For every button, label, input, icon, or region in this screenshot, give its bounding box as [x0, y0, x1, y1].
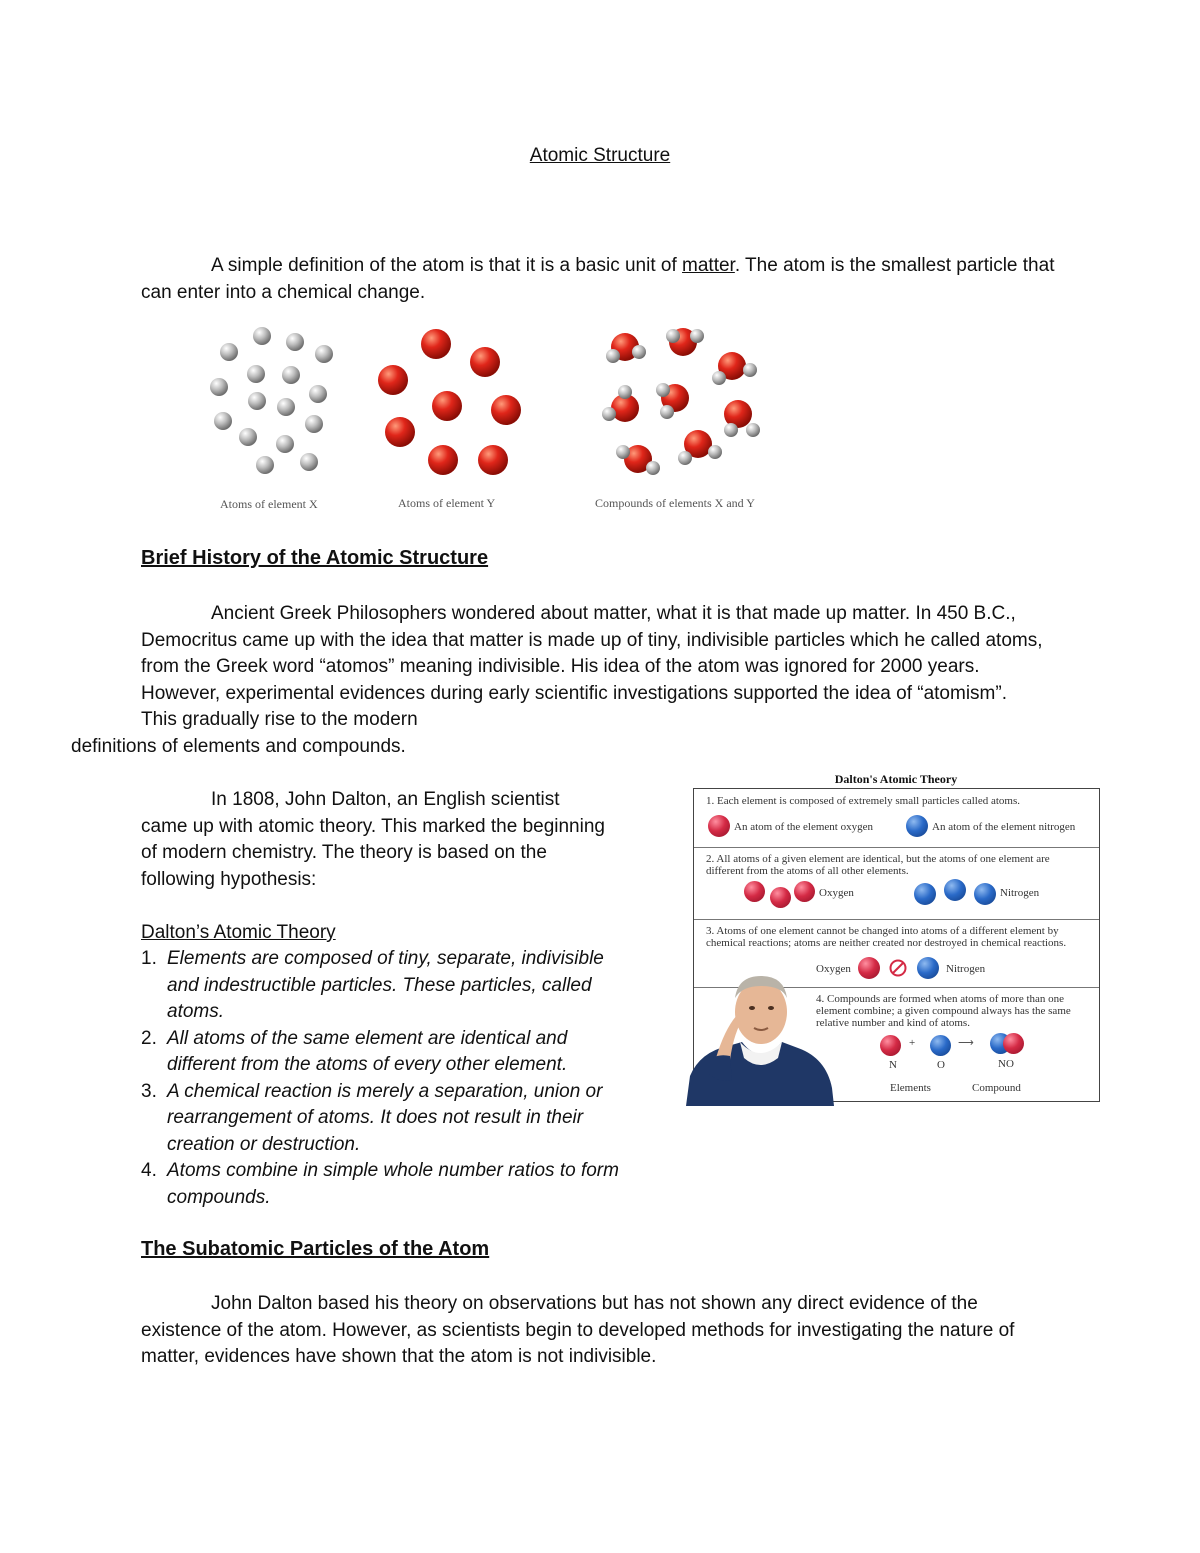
molecule-x-atom: [724, 423, 738, 437]
page-title: Atomic Structure: [529, 145, 671, 166]
nitrogen-label: Nitrogen: [1000, 887, 1040, 899]
atom-x: [247, 365, 265, 383]
nitrogen-atom-icon: [917, 957, 939, 979]
oxygen-element-icon: [930, 1035, 951, 1056]
oxygen-atom-icon: [794, 881, 815, 902]
compound-label: Compound: [972, 1082, 1021, 1094]
section-2-text: 2. All atoms of a given element are identical, but the atoms of one element are different from the atoms of all other elements.: [706, 853, 1050, 877]
atom-y: [378, 365, 408, 395]
intro-text-end: . The atom is the smallest particle that can enter into a chemical change.: [141, 255, 1055, 303]
intro-paragraph: [141, 253, 1061, 306]
theory-item: [141, 1026, 621, 1079]
dalton-figure-title: Dalton's Atomic Theory: [834, 772, 958, 786]
matter-link: matter: [682, 255, 735, 276]
dalton-section-2: [694, 847, 1099, 920]
reaction-arrow-icon: ⟶: [958, 1037, 974, 1049]
nitrogen-atom-icon: [974, 883, 996, 905]
atom-y: [432, 391, 462, 421]
atom-x: [277, 398, 295, 416]
dalton-figure: [686, 772, 1100, 1106]
molecule-x-atom: [666, 329, 680, 343]
nitrogen-atom-icon: [944, 879, 966, 901]
molecule-x-atom: [656, 383, 670, 397]
atom-x: [256, 456, 274, 474]
molecule-x-atom: [616, 445, 630, 459]
molecule-x-atom: [602, 407, 616, 421]
section-3-text: 3. Atoms of one element cannot be changed into atoms of a different element by chemical reactions; atoms are neither created nor destroyed in chemical reactions.: [706, 925, 1067, 949]
history-text-end: definitions of elements and compounds.: [71, 735, 406, 757]
theory-item-number: 2.: [141, 1027, 157, 1049]
theory-item: [141, 1079, 621, 1159]
no-compound-icon: [1003, 1033, 1024, 1054]
theory-item-text: All atoms of the same element are identical and different from the atoms of every other element.: [167, 1027, 568, 1075]
atom-x: [220, 343, 238, 361]
molecule-x-atom: [678, 451, 692, 465]
history-text: Ancient Greek Philosophers wondered about matter, what it is that made up matter. In 450 B.C., Democritus came up with the idea that matter is made up of tiny, indivisible particles which he called atoms, from the Greek word “atomos” meaning indivisible. His idea of the atom was ignored for 2000 years. However, experimental evidences during early scientific investigations supported the idea of “atomism”. This gradually rise to the modern: [141, 603, 1043, 730]
atom-y: [385, 417, 415, 447]
caption-element-y: Atoms of element Y: [398, 496, 496, 510]
molecule-x-atom: [606, 349, 620, 363]
dalton-theory-heading-text: Dalton’s Atomic Theory: [141, 922, 336, 943]
dalton-section-1: [694, 789, 1099, 848]
element-x-atoms: [210, 327, 333, 474]
atoms-illustration: [205, 322, 775, 492]
no-label: NO: [998, 1058, 1014, 1070]
intro-text-start: A simple definition of the atom is that it is a basic unit of: [211, 255, 683, 276]
atom-y: [421, 329, 451, 359]
atom-x: [239, 428, 257, 446]
elements-label: Elements: [890, 1082, 931, 1094]
theory-item-text: A chemical reaction is merely a separation, union or rearrangement of atoms. It does not result in their creation or destruction.: [167, 1080, 603, 1155]
history-heading: Brief History of the Atomic Structure: [141, 547, 489, 569]
molecule-x-atom: [743, 363, 757, 377]
nitrogen-atom-icon: [914, 883, 936, 905]
theory-item-text: Elements are composed of tiny, separate, indivisible and indestructible particles. These particles, called atoms.: [167, 948, 604, 1022]
atom-x: [282, 366, 300, 384]
dalton-intro: In 1808, John Dalton, an English scientist came up with atomic theory. This marked the beginning of modern chemistry. The theory is based on the following hypothesis:: [141, 789, 605, 890]
atom-y: [491, 395, 521, 425]
theory-item-number: 4.: [141, 1160, 157, 1181]
oxygen-label: Oxygen: [816, 963, 851, 975]
dalton-theory-list: [141, 946, 621, 1211]
history-paragraph: [71, 601, 1046, 760]
molecule-x-atom: [618, 385, 632, 399]
nitrogen-atom-label: An atom of the element nitrogen: [932, 821, 1076, 833]
atom-x: [210, 378, 228, 396]
dalton-theory-heading: [141, 920, 336, 947]
nitrogen-atom-icon: [906, 815, 928, 837]
compound-xy-molecules: [602, 328, 760, 475]
atom-x: [276, 435, 294, 453]
molecule-x-atom: [660, 405, 674, 419]
theory-item-number: 1.: [141, 948, 157, 969]
theory-item: [141, 946, 621, 1026]
subatomic-heading: The Subatomic Particles of the Atom: [141, 1238, 490, 1260]
atoms-figure: [205, 322, 775, 517]
theory-item-number: 3.: [141, 1080, 157, 1102]
oxygen-atom-label: An atom of the element oxygen: [734, 821, 873, 833]
subatomic-paragraph: John Dalton based his theory on observations but has not shown any direct evidence of the existence of the atom. However, as scientists begin to developed methods for investigating the nature of matter, evidences have shown that the atom is not indivisible.: [141, 1293, 1015, 1367]
no-conversion-icon: [889, 959, 907, 977]
nitrogen-element-icon: [880, 1035, 901, 1056]
nitrogen-label: Nitrogen: [946, 963, 986, 975]
dalton-portrait-image: [686, 968, 836, 1106]
oxygen-label: Oxygen: [819, 887, 854, 899]
atom-x: [286, 333, 304, 351]
atom-y: [470, 347, 500, 377]
atom-y: [428, 445, 458, 475]
plus-sign: +: [909, 1037, 916, 1049]
molecule-x-atom: [708, 445, 722, 459]
oxygen-atom-icon: [744, 881, 765, 902]
atom-x: [214, 412, 232, 430]
atom-x: [315, 345, 333, 363]
atom-x: [300, 453, 318, 471]
molecule-x-atom: [712, 371, 726, 385]
atom-y: [478, 445, 508, 475]
o-label: O: [937, 1059, 945, 1071]
element-y-atoms: [378, 329, 521, 475]
section-4-text: 4. Compounds are formed when atoms of more than one element combine; a given compound always has the same relative number and kind of atoms.: [816, 993, 1071, 1029]
molecule-x-atom: [746, 423, 760, 437]
atom-x: [305, 415, 323, 433]
molecule-x-atom: [690, 329, 704, 343]
n-label: N: [889, 1059, 897, 1071]
caption-element-x: Atoms of element X: [220, 497, 318, 511]
atom-x: [248, 392, 266, 410]
section-1-text: 1. Each element is composed of extremely small particles called atoms.: [706, 795, 1021, 807]
theory-item: [141, 1158, 621, 1211]
oxygen-atom-icon: [770, 887, 791, 908]
oxygen-atom-icon: [708, 815, 730, 837]
atom-x: [309, 385, 327, 403]
molecule-x-atom: [646, 461, 660, 475]
caption-compounds-xy: Compounds of elements X and Y: [595, 496, 755, 510]
theory-item-text: Atoms combine in simple whole number ratios to form compounds.: [167, 1160, 619, 1208]
molecule-x-atom: [632, 345, 646, 359]
oxygen-atom-icon: [858, 957, 880, 979]
atom-x: [253, 327, 271, 345]
